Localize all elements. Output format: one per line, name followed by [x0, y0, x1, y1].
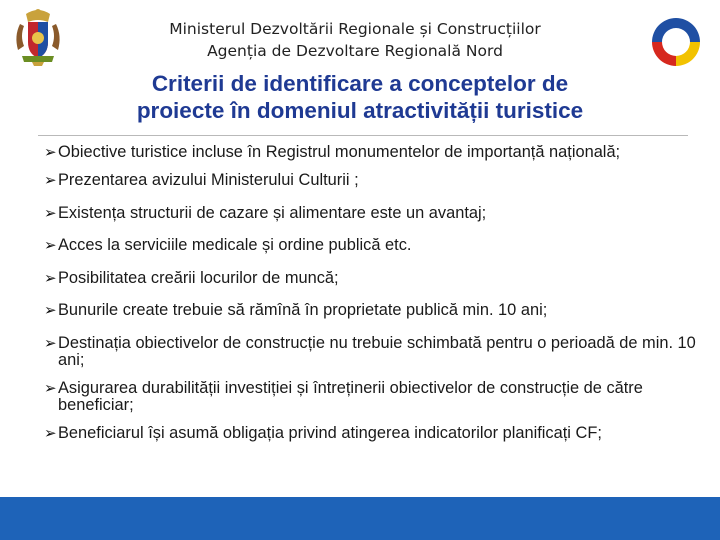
arrow-bullet-icon: ➢ [44, 301, 57, 319]
list-item-text: Posibilitatea creării locurilor de muncă; [58, 268, 339, 287]
title-line-2: proiecte în domeniul atractivității turistice [136, 98, 584, 123]
arrow-bullet-icon: ➢ [44, 236, 57, 254]
arrow-bullet-icon: ➢ [44, 203, 57, 222]
arrow-bullet-icon: ➢ [44, 268, 57, 287]
list-item-text: Destinația obiectivelor de construcție nu trebuie schimbată pentru o perioadă de min. 10 ani; [58, 333, 696, 369]
title-divider [38, 135, 688, 136]
page-title [80, 70, 640, 124]
arrow-bullet-icon: ➢ [44, 333, 57, 352]
list-item-text: Asigurarea durabilității investiției și întreținerii obiectivelor de construcție de către beneficiar; [58, 378, 643, 414]
ministry-header [120, 18, 590, 62]
list-item [44, 237, 700, 254]
title-line-1: Criterii de identificare a conceptelor de [151, 71, 569, 96]
agency-name: Agenția de Dezvoltare Regională Nord [207, 42, 503, 60]
list-item [44, 172, 700, 189]
arrow-bullet-icon: ➢ [44, 171, 57, 189]
arrow-bullet-icon: ➢ [44, 143, 57, 161]
list-item [44, 144, 700, 161]
list-item [44, 205, 700, 222]
list-item [44, 302, 700, 319]
list-item-text: Acces la serviciile medicale și ordine publică etc. [58, 236, 412, 254]
list-item [44, 335, 700, 369]
list-item [44, 425, 700, 442]
list-item-text: Beneficiarul își asumă obligația privind atingerea indicatorilor planificați CF; [58, 423, 602, 442]
coat-of-arms-icon [12, 6, 64, 68]
arrow-bullet-icon: ➢ [44, 423, 57, 442]
list-item [44, 270, 700, 287]
list-item-text: Prezentarea avizului Ministerului Culturii ; [58, 171, 359, 189]
list-item [44, 380, 700, 414]
agency-logo-icon [646, 12, 706, 74]
ministry-name: Ministerul Dezvoltării Regionale și Construcțiilor [169, 20, 541, 38]
arrow-bullet-icon: ➢ [44, 378, 57, 397]
list-item-text: Obiective turistice incluse în Registrul monumentelor de importanță națională; [58, 143, 621, 161]
list-item-text: Bunurile create trebuie să rămînă în proprietate publică min. 10 ani; [58, 301, 548, 319]
criteria-list [44, 144, 700, 457]
list-item-text: Existența structurii de cazare și alimentare este un avantaj; [58, 203, 487, 222]
footer-bar [0, 497, 720, 540]
